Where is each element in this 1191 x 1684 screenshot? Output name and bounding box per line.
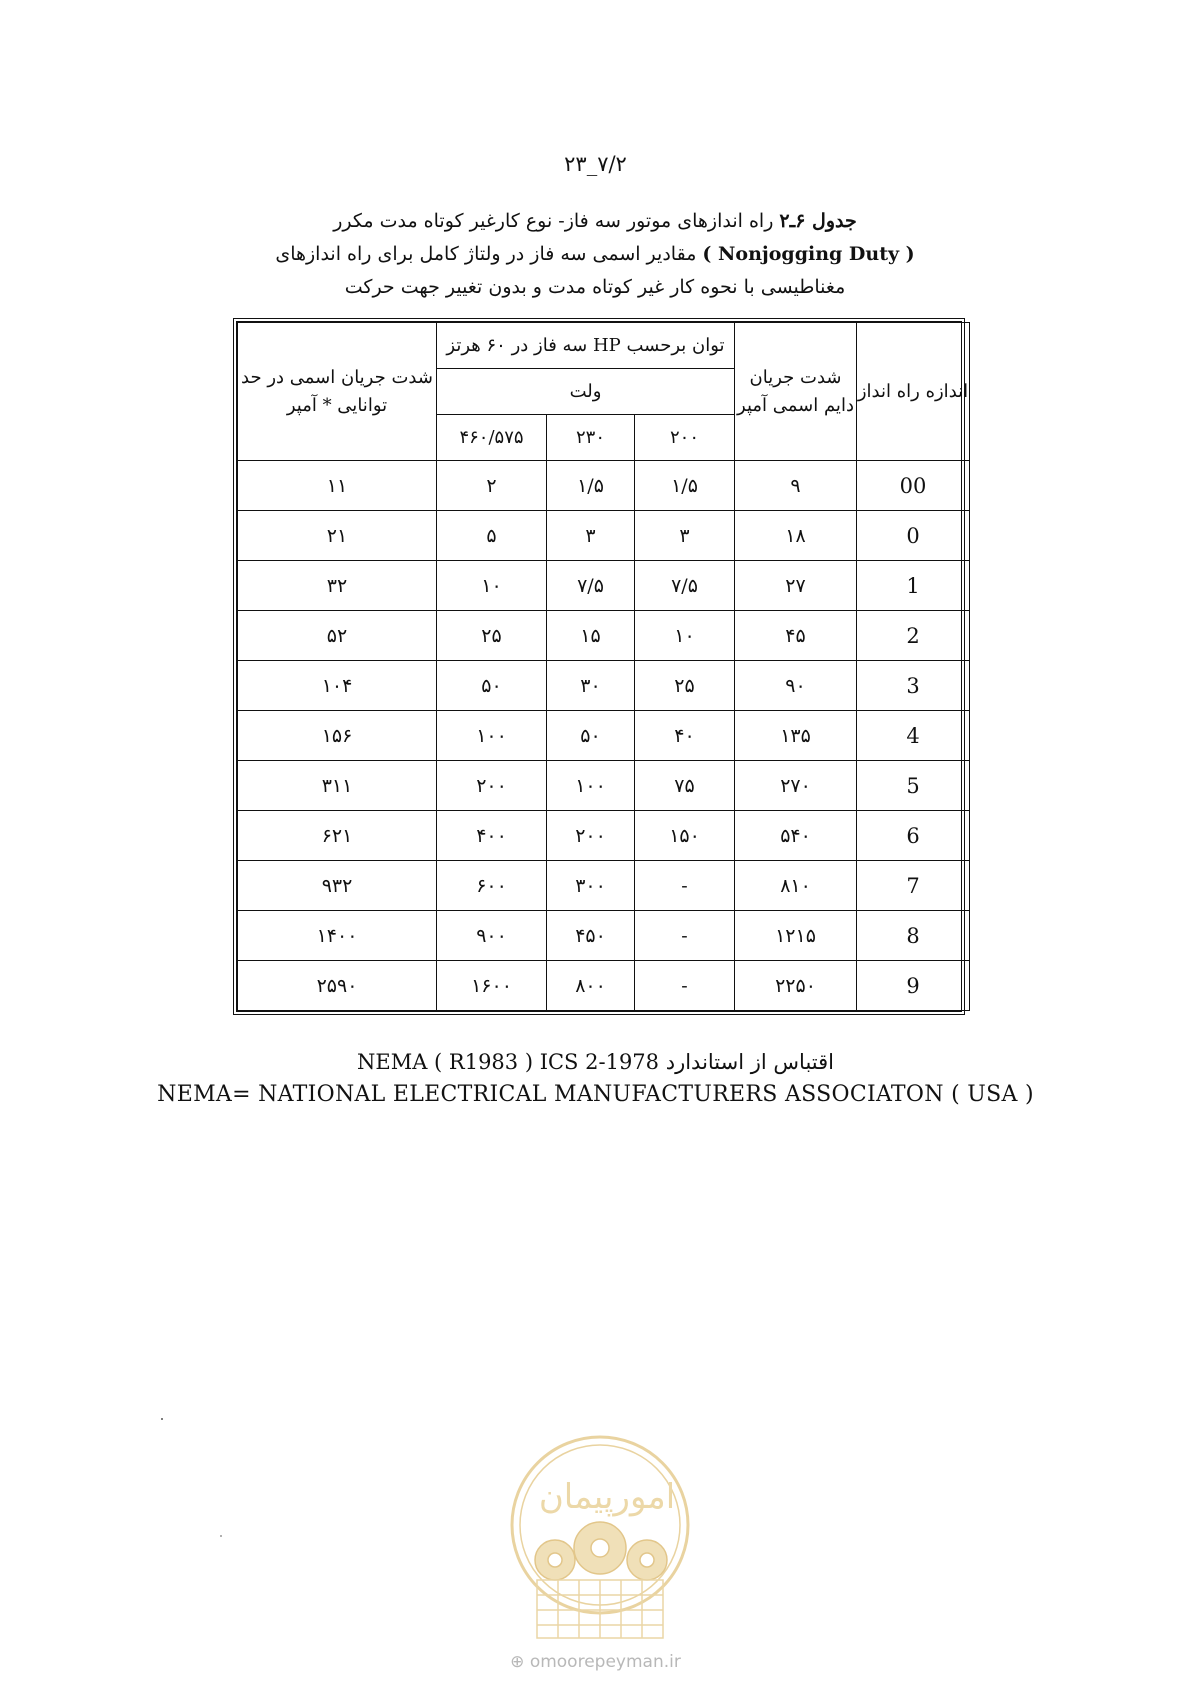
cell-size: 9 — [857, 961, 970, 1011]
cell-size: 3 — [857, 661, 970, 711]
cell-continuous: ۲۲۵۰ — [735, 961, 857, 1011]
cell-nominal: ۶۲۱ — [238, 811, 437, 861]
table-row — [238, 611, 970, 661]
cell-v200: ۱۰ — [635, 611, 735, 661]
cell-v230: ۳۰ — [547, 661, 635, 711]
cell-v230: ۴۵۰ — [547, 911, 635, 961]
scan-speck — [161, 1418, 163, 1420]
caption-line3: مغناطیسی با نحوه کار غیر کوتاه مدت و بدون تغییر جهت حرکت — [344, 276, 846, 298]
starter-ratings-table — [237, 322, 970, 1011]
watermark-logo-text: امورپیمان — [538, 1477, 676, 1517]
table-row — [238, 861, 970, 911]
cell-continuous: ۹ — [735, 461, 857, 511]
table-body — [238, 461, 970, 1011]
header-v200: ۲۰۰ — [635, 415, 735, 461]
header-volt: ولت — [437, 369, 735, 415]
cell-continuous: ۸۱۰ — [735, 861, 857, 911]
cell-size: 0 — [857, 511, 970, 561]
cell-v230: ۳ — [547, 511, 635, 561]
table-row — [238, 461, 970, 511]
cell-nominal: ۱۴۰۰ — [238, 911, 437, 961]
cell-v200: ۱۵۰ — [635, 811, 735, 861]
table-row — [238, 811, 970, 861]
caption-line1: راه اندازهای موتور سه فاز- نوع کارغیر کوتاه مدت مکرر — [333, 210, 780, 232]
cell-v460: ۴۰۰ — [437, 811, 547, 861]
cell-v460: ۹۰۰ — [437, 911, 547, 961]
cell-continuous: ۹۰ — [735, 661, 857, 711]
header-nominal-current: شدت جریان اسمی در حد توانایی * آمپر — [238, 323, 437, 461]
caption-line2: مقادیر اسمی سه فاز در ولتاژ کامل برای راه اندازهای — [275, 243, 703, 265]
cell-nominal: ۱۵۶ — [238, 711, 437, 761]
cell-v200: - — [635, 861, 735, 911]
cell-size: 4 — [857, 711, 970, 761]
watermark-url: ⊕ omoorepeyman.ir — [510, 1652, 681, 1672]
cell-v200: - — [635, 961, 735, 1011]
caption-english-term: ( Nonjogging Duty ) — [702, 243, 915, 265]
cell-v460: ۱۰ — [437, 561, 547, 611]
cell-continuous: ۲۷ — [735, 561, 857, 611]
cell-v200: ۷۵ — [635, 761, 735, 811]
cell-nominal: ۱۱ — [238, 461, 437, 511]
table-row — [238, 911, 970, 961]
cell-v200: - — [635, 911, 735, 961]
cell-v230: ۱/۵ — [547, 461, 635, 511]
cell-v460: ۲۰۰ — [437, 761, 547, 811]
cell-v230: ۱۵ — [547, 611, 635, 661]
cell-continuous: ۱۳۵ — [735, 711, 857, 761]
table-row — [238, 961, 970, 1011]
header-size: اندازه راه انداز — [857, 323, 970, 461]
cell-v200: ۷/۵ — [635, 561, 735, 611]
cell-v230: ۸۰۰ — [547, 961, 635, 1011]
header-v460: ۴۶۰/۵۷۵ — [437, 415, 547, 461]
cell-v460: ۲۵ — [437, 611, 547, 661]
cell-nominal: ۱۰۴ — [238, 661, 437, 711]
watermark-logo-icon — [495, 1430, 705, 1670]
cell-v200: ۱/۵ — [635, 461, 735, 511]
cell-nominal: ۲۱ — [238, 511, 437, 561]
cell-continuous: ۴۵ — [735, 611, 857, 661]
cell-size: 5 — [857, 761, 970, 811]
cell-nominal: ۵۲ — [238, 611, 437, 661]
watermark-logo — [495, 1430, 705, 1670]
cell-nominal: ۳۲ — [238, 561, 437, 611]
cell-v230: ۲۰۰ — [547, 811, 635, 861]
cell-v230: ۵۰ — [547, 711, 635, 761]
cell-v230: ۱۰۰ — [547, 761, 635, 811]
caption-label: جدول ۶ـ۲ — [779, 210, 857, 232]
starter-ratings-table-frame — [233, 318, 969, 1015]
cell-continuous: ۱۲۱۵ — [735, 911, 857, 961]
cell-v200: ۳ — [635, 511, 735, 561]
cell-v460: ۱۰۰ — [437, 711, 547, 761]
header-v230: ۲۳۰ — [547, 415, 635, 461]
table-row — [238, 661, 970, 711]
cell-size: 6 — [857, 811, 970, 861]
table-row — [238, 761, 970, 811]
header-continuous-current: شدت جریان دایم اسمی آمپر — [735, 323, 857, 461]
cell-nominal: ۹۳۲ — [238, 861, 437, 911]
cell-v460: ۵۰ — [437, 661, 547, 711]
table-caption — [250, 205, 940, 304]
cell-size: 1 — [857, 561, 970, 611]
cell-nominal: ۲۵۹۰ — [238, 961, 437, 1011]
cell-v460: ۱۶۰۰ — [437, 961, 547, 1011]
cell-continuous: ۵۴۰ — [735, 811, 857, 861]
source-fa: اقتباس از استاندارد — [665, 1050, 834, 1074]
watermark-url-text: omoorepeyman.ir — [529, 1652, 681, 1672]
scan-speck — [220, 1535, 222, 1537]
table-row — [238, 711, 970, 761]
cell-v200: ۲۵ — [635, 661, 735, 711]
cell-nominal: ۳۱۱ — [238, 761, 437, 811]
table-row — [238, 511, 970, 561]
cell-v460: ۵ — [437, 511, 547, 561]
cell-size: 7 — [857, 861, 970, 911]
source-en: NEMA ( R1983 ) ICS 2-1978 — [356, 1050, 660, 1074]
table-row — [238, 561, 970, 611]
cell-size: 2 — [857, 611, 970, 661]
cell-size: 8 — [857, 911, 970, 961]
org-definition: NEMA= NATIONAL ELECTRICAL MANUFACTURERS ASSOCIATON ( USA ) — [157, 1082, 1034, 1107]
cell-v230: ۷/۵ — [547, 561, 635, 611]
cell-size: 00 — [857, 461, 970, 511]
cell-continuous: ۱۸ — [735, 511, 857, 561]
page-number: ۷/۲_۲۳ — [564, 152, 627, 176]
cell-v460: ۲ — [437, 461, 547, 511]
source-note — [0, 1050, 1191, 1074]
cell-v200: ۴۰ — [635, 711, 735, 761]
cell-continuous: ۲۷۰ — [735, 761, 857, 811]
cell-v230: ۳۰۰ — [547, 861, 635, 911]
cell-v460: ۶۰۰ — [437, 861, 547, 911]
header-hp-group: توان برحسب HP سه فاز در ۶۰ هرتز — [437, 323, 735, 369]
